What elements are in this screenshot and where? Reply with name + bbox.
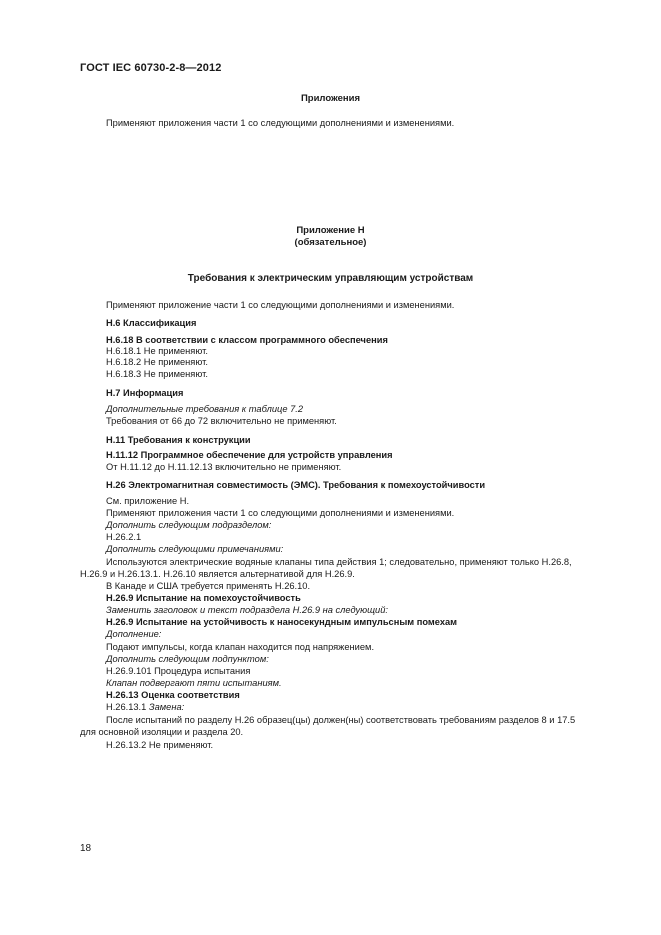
h26-9-101: Н.26.9.101 Процедура испытания [106,666,251,676]
h26-2-1: Н.26.2.1 [106,532,142,542]
page-number: 18 [80,843,92,854]
h26-addition: Дополнение: [106,629,162,639]
h26-13-1 [106,702,184,713]
h26-13-2: Н.26.13.2 Не применяют. [106,740,214,750]
h11-text: От Н.11.12 до Н.11.12.13 включительно не применяют. [106,462,342,472]
h6-18-title: Н.6.18 В соответствии с классом программного обеспечения [106,335,388,345]
annex-h-intro: Применяют приложение части 1 со следующими дополнениями и изменениями. [106,300,455,310]
h26-five-tests: Клапан подвергают пяти испытаниям. [106,678,282,688]
h6-18-1: Н.6.18.1 Не применяют. [106,346,208,356]
annex-h-title: Приложение Н [296,225,365,236]
annexes-text: Применяют приложения части 1 со следующими дополнениями и изменениями. [106,118,455,128]
h26-after-line2: для основной изоляции и раздела 20. [80,727,244,737]
h26-add-notes: Дополнить следующими примечаниями: [106,544,284,554]
h26-note1-line2: Н.26.9 и Н.26.13.1. Н.26.10 является альтернативой для Н.26.9. [80,569,355,579]
h6-title: Н.6 Классификация [106,318,197,328]
h7-text: Требования от 66 до 72 включительно не применяют. [106,416,337,426]
annex-h-heading: Требования к электрическим управляющим устройствам [187,273,474,284]
h26-13-1-number: Н.26.13.1 [106,702,147,712]
h26-replace: Заменить заголовок и текст подраздела Н.26.9 на следующий: [106,605,388,615]
document-header: ГОСТ IEC 60730-2-8—2012 [80,62,222,74]
h6-18-2: Н.6.18.2 Не применяют. [106,357,208,367]
h26-9-title: Н.26.9 Испытание на помехоустойчивость [106,593,301,603]
h26-13-1-label: Замена: [148,702,185,712]
h6-18-3: Н.6.18.3 Не применяют. [106,369,208,379]
annexes-title: Приложения [300,93,361,104]
h7-note: Дополнительные требования к таблице 7.2 [106,404,304,414]
h26-see: См. приложение Н. [106,496,190,506]
h26-pulses: Подают импульсы, когда клапан находится под напряжением. [106,642,375,652]
h11-title: Н.11 Требования к конструкции [106,435,251,445]
annex-h-subtitle: (обязательное) [294,237,367,248]
h26-title: Н.26 Электромагнитная совместимость (ЭМС). Требования к помехоустойчивости [106,480,486,490]
h26-note1-line1: Используются электрические водяные клапаны типа действия 1; следовательно, применяют только Н.26.8, [106,557,572,567]
h26-after-line1: После испытаний по разделу Н.26 образец(цы) должен(ны) соответствовать требованиям разделов 8 и 17.5 [106,715,576,725]
h26-13-title: Н.26.13 Оценка соответствия [106,690,240,700]
h11-12-title: Н.11.12 Программное обеспечение для устройств управления [106,450,393,460]
h26-add-item: Дополнить следующим подпунктом: [106,654,269,664]
h26-add-sub: Дополнить следующим подразделом: [106,520,272,530]
h26-apply: Применяют приложения части 1 со следующими дополнениями и изменениями. [106,508,455,518]
h7-title: Н.7 Информация [106,388,184,398]
h26-9-new-title: Н.26.9 Испытание на устойчивость к наносекундным импульсным помехам [106,617,458,627]
h26-note2: В Канаде и США требуется применять Н.26.10. [106,581,311,591]
